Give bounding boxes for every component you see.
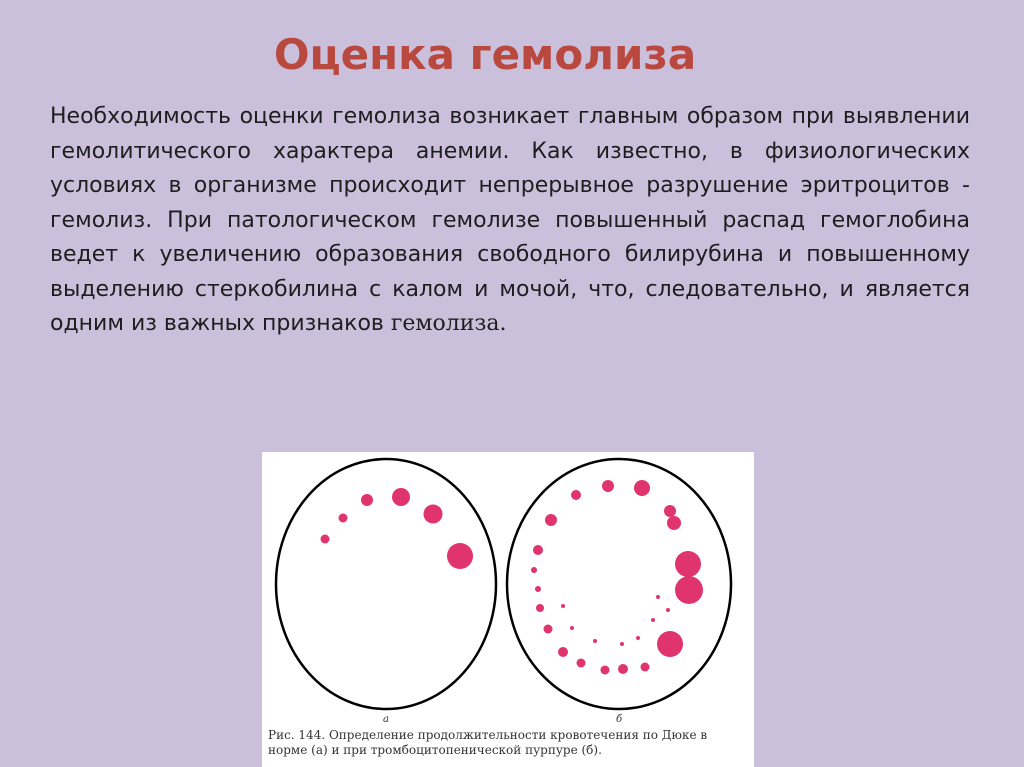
body-text-emphasis: гемолиза. xyxy=(383,311,507,336)
blood-spot xyxy=(634,480,650,496)
blood-spot xyxy=(675,576,703,604)
blood-spot xyxy=(424,505,443,524)
blood-spot xyxy=(531,567,537,573)
duke-test-figure xyxy=(262,452,754,767)
blood-spot xyxy=(657,631,683,657)
blood-spot xyxy=(533,545,543,555)
blood-spot xyxy=(545,514,557,526)
blood-spot xyxy=(339,514,348,523)
figure-drawing xyxy=(262,452,754,767)
slide-body-text xyxy=(50,100,970,342)
blood-spot xyxy=(558,647,568,657)
blood-spot xyxy=(641,663,650,672)
blood-spot xyxy=(675,551,701,577)
blood-spot xyxy=(656,595,660,599)
blood-spot xyxy=(570,626,574,630)
figure-label-a: а xyxy=(383,714,389,725)
blood-spot xyxy=(361,494,373,506)
blood-spot xyxy=(544,625,553,634)
blood-spot xyxy=(666,608,670,612)
filter-paper-circle-normal xyxy=(276,459,496,709)
blood-spots-purpura xyxy=(531,480,703,675)
blood-spot xyxy=(601,666,610,675)
blood-spot xyxy=(636,636,640,640)
blood-spot xyxy=(667,516,681,530)
body-text: Необходимость оценки гемолиза возникает главным образом при выявлении гемолитического характера анемии. Как известно, в физиологических условиях в организме происходит непрерывное разрушение эритроцитов - гемолиз. При патологическом гемолизе повышенный распад гемоглобина ведет к увеличению образования свободного билирубина и повышенному выделению стеркобилина с калом и мочой, что, следовательно, и является одним из важных признаков xyxy=(50,104,970,336)
figure-caption: Рис. 144. Определение продолжительности кровотечения по Дюке в норме (а) и при тромбоцитопенической пурпуре (б). xyxy=(268,728,708,757)
figure-label-b: б xyxy=(615,714,623,725)
blood-spot xyxy=(593,639,597,643)
blood-spot xyxy=(602,480,614,492)
blood-spot xyxy=(620,642,624,646)
blood-spot xyxy=(321,535,330,544)
blood-spot xyxy=(392,488,410,506)
blood-spot xyxy=(561,604,565,608)
blood-spot xyxy=(664,505,676,517)
blood-spot xyxy=(571,490,581,500)
blood-spot xyxy=(536,604,544,612)
blood-spot xyxy=(577,659,586,668)
blood-spot xyxy=(535,586,541,592)
blood-spots-normal xyxy=(321,488,474,569)
blood-spot xyxy=(618,664,628,674)
blood-spot xyxy=(447,543,473,569)
slide-title: Оценка гемолиза xyxy=(273,30,697,79)
blood-spot xyxy=(651,618,655,622)
